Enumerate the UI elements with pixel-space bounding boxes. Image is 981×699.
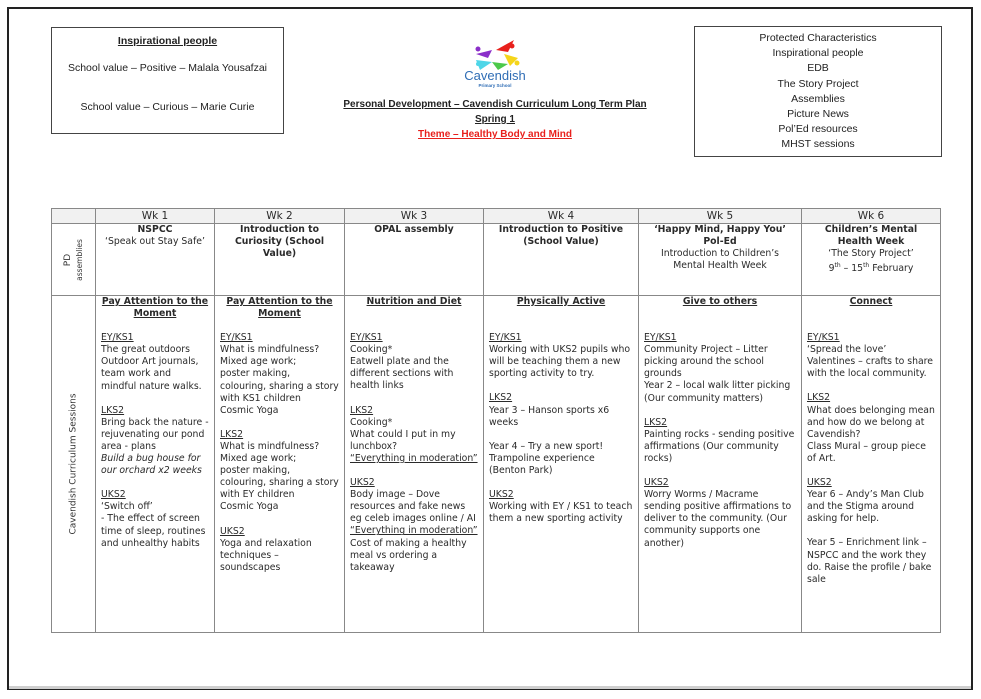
stage-block: [644, 332, 796, 405]
activity-line: Year 6 – Andy’s Man Club and the Stigma around asking for help.: [807, 489, 924, 525]
activity-line: Trampoline experience (Benton Park): [489, 452, 595, 476]
assembly-cell: [639, 224, 802, 296]
stage-label: LKS2: [350, 404, 374, 416]
activity-line: Valentines – crafts to share with the local community.: [807, 356, 934, 380]
assembly-detail: 9th – 15th February: [828, 262, 914, 275]
activity-line: Worry Worms / Macrame sending positive affirmations to deliver to the community. (Our community supports one another): [644, 489, 792, 549]
corner-cell: [52, 209, 96, 224]
resource-item: The Story Project: [777, 77, 859, 90]
stage-label: UKS2: [101, 489, 126, 501]
extra-block: [807, 537, 935, 585]
session-cell: [802, 296, 941, 633]
stage-block: [350, 332, 478, 392]
activity-line: ‘Switch off’: [101, 501, 153, 513]
assembly-title: Introduction to Curiosity (School Value): [234, 224, 325, 259]
term-label: Spring 1: [474, 114, 515, 125]
assembly-title: NSPCC: [137, 224, 173, 235]
activity-line: Year 4 – Try a new sport!: [489, 440, 604, 452]
stage-label: EY/KS1: [350, 332, 383, 344]
logo-yellow-head: [515, 61, 520, 66]
inspirational-people-box: [51, 27, 284, 134]
activity-line: Bring back the nature - rejuvenating our pond area - plans: [101, 416, 209, 452]
pd-assemblies-row: [52, 224, 941, 296]
activity-note: Build a bug house for our orchard x2 weeks: [101, 453, 202, 477]
activity-line: Cosmic Yoga: [220, 501, 279, 513]
pd-assemblies-label-cell: [52, 224, 96, 296]
stage-label: EY/KS1: [807, 332, 840, 344]
activity-line: Painting rocks - sending positive affirmations (Our community rocks): [644, 428, 795, 464]
session-cell: [639, 296, 802, 633]
stage-block: [807, 477, 935, 525]
stage-label: LKS2: [807, 392, 831, 404]
stage-label: EY/KS1: [644, 332, 677, 344]
session-topic: Pay Attention to the Moment: [226, 296, 333, 320]
assembly-detail: ‘Speak out Stay Safe’: [105, 236, 205, 247]
assembly-cell: [345, 224, 484, 296]
stage-label: UKS2: [220, 525, 245, 537]
activity-line: Class Mural – group piece of Art.: [807, 440, 926, 464]
activity-line: Body image – Dove resources and fake news eg celeb images online / AI: [350, 489, 476, 525]
week-header: Wk 2: [215, 209, 345, 224]
stage-block: [101, 489, 209, 549]
activity-line: poster making, colouring, sharing a story with KS1 children: [220, 368, 339, 404]
stage-block: [220, 332, 339, 417]
session-topic: Connect: [849, 296, 893, 307]
stage-block: [350, 405, 478, 465]
stage-block: [644, 477, 796, 550]
session-cell: [96, 296, 215, 633]
activity-line: Community Project – Litter picking around the school grounds: [644, 344, 768, 380]
session-topic: Pay Attention to the Moment: [101, 296, 209, 320]
activity-motto: “Everything in moderation”: [350, 525, 478, 537]
resource-item: Protected Characteristics: [759, 32, 877, 44]
sessions-label-cell: [52, 296, 96, 633]
inspirational-line-1: School value – Positive – Malala Yousafzai: [67, 62, 268, 74]
assembly-title: Children’s Mental Health Week: [824, 224, 918, 247]
session-topic: Nutrition and Diet: [366, 296, 462, 307]
stage-label: UKS2: [807, 477, 832, 489]
activity-line: Eatwell plate and the different sections with health links: [350, 356, 454, 392]
activity-line: Cooking*: [350, 344, 393, 356]
activity-line: Yoga and relaxation techniques – soundscapes: [220, 537, 312, 573]
activity-line: Mixed age work;: [220, 453, 297, 465]
session-cell: [215, 296, 345, 633]
resource-item: MHST sessions: [781, 138, 855, 151]
week-header: Wk 6: [802, 209, 941, 224]
pd-label-main: PD: [62, 253, 73, 266]
stage-block: [489, 332, 633, 380]
document-header: [320, 97, 670, 142]
assembly-detail: Introduction to Children’s Mental Health Week: [660, 248, 780, 271]
stage-label: EY/KS1: [101, 332, 134, 344]
logo-name: Cavendish: [464, 68, 526, 83]
stage-label: LKS2: [644, 416, 668, 428]
activity-line: What does belonging mean and how do we belong at Cavendish?: [807, 404, 935, 440]
stage-block: [644, 417, 796, 465]
page-shadow: [9, 686, 971, 689]
activity-line: The great outdoors: [101, 344, 190, 356]
assembly-cell: [802, 224, 941, 296]
inspirational-line-2: School value – Curious – Marie Curie: [80, 101, 255, 113]
activity-line: Cooking*: [350, 416, 393, 428]
week-header: Wk 1: [96, 209, 215, 224]
resource-item: EDB: [807, 62, 829, 75]
activity-motto: “Everything in moderation”: [350, 452, 478, 464]
stage-block: [101, 405, 209, 478]
assembly-title: Introduction to Positive (School Value): [498, 224, 624, 247]
resource-item: Assemblies: [791, 92, 845, 105]
assembly-title: ‘Happy Mind, Happy You’ Pol-Ed: [654, 224, 786, 247]
activity-line: Working with UKS2 pupils who will be teaching them a new sporting activity to try.: [489, 344, 631, 380]
stage-label: EY/KS1: [489, 332, 522, 344]
session-topic: Physically Active: [516, 296, 606, 307]
session-cell: [484, 296, 639, 633]
resources-box: [694, 26, 942, 157]
assembly-cell: [96, 224, 215, 296]
stage-block: [101, 332, 209, 392]
long-term-plan-table: [51, 208, 941, 633]
stage-block: [220, 429, 339, 514]
session-cell: [345, 296, 484, 633]
stage-block: [220, 526, 339, 574]
assembly-cell: [484, 224, 639, 296]
activity-line: - The effect of screen time of sleep, routines and unhealthy habits: [101, 513, 206, 549]
stage-block: [350, 477, 478, 574]
activity-line: Cost of making a healthy meal vs ordering a takeaway: [350, 537, 467, 573]
stage-block: [807, 332, 935, 380]
activity-line: What could I put in my lunchbox?: [350, 428, 456, 452]
stage-label: LKS2: [101, 404, 125, 416]
logo-purple-head: [476, 47, 481, 52]
activity-line: What is mindfulness?: [220, 440, 320, 452]
activity-line: Cosmic Yoga: [220, 404, 279, 416]
activity-line: poster making, colouring, sharing a story with EY children: [220, 465, 339, 501]
activity-line: Outdoor Art journals, team work and mindful nature walks.: [101, 356, 202, 392]
stage-label: EY/KS1: [220, 332, 253, 344]
session-topic: Give to others: [682, 296, 758, 307]
stage-label: LKS2: [489, 392, 513, 404]
pd-label-sub: assemblies: [74, 238, 84, 281]
activity-line: ‘Spread the love’: [807, 344, 887, 356]
resource-item: Inspirational people: [772, 47, 864, 60]
logo-subtitle: Primary School: [478, 83, 512, 88]
stage-label: UKS2: [644, 477, 669, 489]
activity-line: Year 2 – local walk litter picking (Our community matters): [644, 380, 791, 404]
sessions-label: Cavendish Curriculum Sessions: [68, 393, 78, 535]
week-header: Wk 4: [484, 209, 639, 224]
pd-assemblies-label: [63, 239, 85, 281]
activity-line: What is mindfulness?: [220, 344, 320, 356]
logo-cyan-head: [476, 62, 480, 66]
stage-label: UKS2: [489, 489, 514, 501]
stage-block: [489, 489, 633, 525]
document-title: Personal Development – Cavendish Curriculum Long Term Plan: [343, 99, 647, 110]
activity-line: Working with EY / KS1 to teach them a new sporting activity: [489, 501, 633, 525]
assembly-cell: [215, 224, 345, 296]
stage-label: UKS2: [350, 477, 375, 489]
week-header: Wk 5: [639, 209, 802, 224]
resource-item: Picture News: [787, 108, 849, 121]
logo-red-head: [510, 44, 515, 49]
extra-block: [489, 441, 633, 477]
week-header-row: [52, 209, 941, 224]
activity-line: Mixed age work;: [220, 356, 297, 368]
assembly-title: OPAL assembly: [374, 224, 454, 235]
stage-block: [807, 392, 935, 465]
resource-item: Pol’Ed resources: [778, 123, 858, 136]
week-header: Wk 3: [345, 209, 484, 224]
curriculum-sessions-row: [52, 296, 941, 633]
activity-line: Year 3 – Hanson sports x6 weeks: [489, 404, 610, 428]
activity-line: Year 5 – Enrichment link – NSPCC and the work they do. Raise the profile / bake sale: [807, 537, 932, 585]
stage-label: LKS2: [220, 428, 244, 440]
inspirational-people-title: Inspirational people: [117, 35, 218, 47]
stage-block: [489, 392, 633, 428]
theme-label: Theme – Healthy Body and Mind: [418, 129, 572, 140]
assembly-detail: ‘The Story Project’: [828, 248, 914, 259]
